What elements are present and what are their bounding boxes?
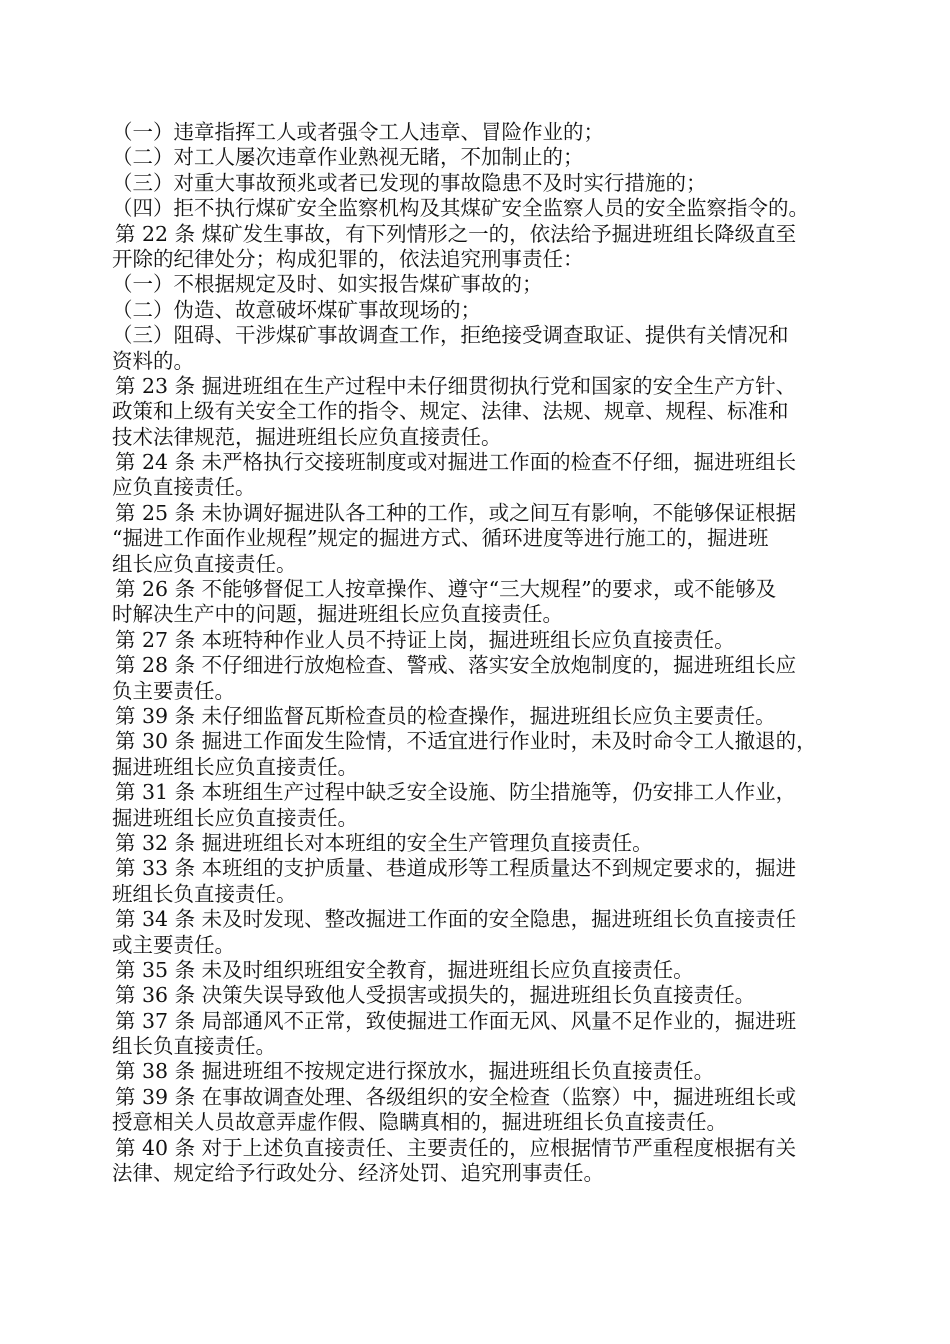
text-line: 组长应负直接责任。: [112, 551, 297, 576]
text-line: 班组长负直接责任。: [112, 881, 297, 906]
text-line: （三）阻碍、干涉煤矿事故调查工作，拒绝接受调查取证、提供有关情况和: [112, 323, 789, 348]
text-line: 第 28 条 不仔细进行放炮检查、警戒、落实安全放炮制度的，掘进班组长应: [115, 653, 797, 678]
text-line: 第 34 条 未及时发现、整改掘进工作面的安全隐患，掘进班组长负直接责任: [115, 907, 797, 932]
text-line: 掘进班组长应负直接责任。: [112, 754, 358, 779]
text-line: 第 23 条 掘进班组在生产过程中未仔细贯彻执行党和国家的安全生产方针、: [115, 373, 797, 398]
text-line: 第 26 条 不能够督促工人按章操作、遵守“三大规程”的要求，或不能够及: [115, 577, 777, 602]
text-line: 第 39 条 在事故调查处理、各级组织的安全检查（监察）中，掘进班组长或: [115, 1084, 797, 1109]
text-line: 政策和上级有关安全工作的指令、规定、法律、法规、规章、规程、标准和: [112, 399, 789, 424]
text-line: 负主要责任。: [112, 678, 235, 703]
text-line: 第 31 条 本班组生产过程中缺乏安全设施、防尘措施等，仍安排工人作业，: [115, 780, 797, 805]
text-line: 第 24 条 未严格执行交接班制度或对掘进工作面的检查不仔细，掘进班组长: [115, 450, 797, 475]
text-line: 第 35 条 未及时组织班组安全教育，掘进班组长应负直接责任。: [115, 957, 694, 982]
text-line: 时解决生产中的问题，掘进班组长应负直接责任。: [112, 602, 563, 627]
text-line: （二）对工人屡次违章作业熟视无睹，不加制止的；: [112, 145, 584, 170]
text-line: 应负直接责任。: [112, 475, 256, 500]
text-line: 组长负直接责任。: [112, 1034, 276, 1059]
text-line: （一）违章指挥工人或者强令工人违章、冒险作业的；: [112, 120, 604, 144]
text-line: （三）对重大事故预兆或者已发现的事故隐患不及时实行措施的；: [112, 170, 707, 195]
text-line: “掘进工作面作业规程”规定的掘进方式、循环进度等进行施工的，掘进班: [112, 526, 769, 551]
text-line: 资料的。: [112, 348, 194, 373]
text-line: 第 32 条 掘进班组长对本班组的安全生产管理负直接责任。: [115, 830, 653, 855]
text-line: 或主要责任。: [112, 932, 235, 957]
text-line: 第 22 条 煤矿发生事故，有下列情形之一的，依法给予掘进班组长降级直至: [115, 221, 797, 246]
text-line: 法律、规定给予行政处分、经济处罚、追究刑事责任。: [112, 1161, 604, 1186]
text-line: 第 39 条 未仔细监督瓦斯检查员的检查操作，掘进班组长应负主要责任。: [115, 703, 776, 728]
text-line: 第 37 条 局部通风不正常，致使掘进工作面无风、风量不足作业的，掘进班: [115, 1008, 797, 1033]
text-line: 第 36 条 决策失误导致他人受损害或损失的，掘进班组长负直接责任。: [115, 983, 756, 1008]
text-line: 授意相关人员故意弄虚作假、隐瞒真相的，掘进班组长负直接责任。: [112, 1110, 727, 1135]
text-line: 技术法律规范，掘进班组长应负直接责任。: [112, 424, 502, 449]
text-line: 第 40 条 对于上述负直接责任、主要责任的，应根据情节严重程度根据有关: [115, 1135, 797, 1160]
text-line: （一）不根据规定及时、如实报告煤矿事故的；: [112, 272, 543, 297]
text-line: 开除的纪律处分；构成犯罪的，依法追究刑事责任：: [112, 246, 584, 271]
text-line: 掘进班组长应负直接责任。: [112, 805, 358, 830]
text-line: （二）伪造、故意破坏煤矿事故现场的；: [112, 297, 481, 322]
text-line: 第 38 条 掘进班组不按规定进行探放水，掘进班组长负直接责任。: [115, 1059, 715, 1084]
text-line: 第 30 条 掘进工作面发生险情，不适宜进行作业时，未及时命令工人撤退的，: [115, 729, 817, 754]
document-body: [112, 120, 852, 1186]
text-line: （四）拒不执行煤矿安全监察机构及其煤矿安全监察人员的安全监察指令的。: [112, 196, 809, 221]
text-line: 第 27 条 本班特种作业人员不持证上岗，掘进班组长应负直接责任。: [115, 627, 735, 652]
text-line: 第 33 条 本班组的支护质量、巷道成形等工程质量达不到规定要求的，掘进: [115, 856, 797, 881]
text-line: 第 25 条 未协调好掘进队各工种的工作，或之间互有影响，不能够保证根据: [115, 500, 797, 525]
